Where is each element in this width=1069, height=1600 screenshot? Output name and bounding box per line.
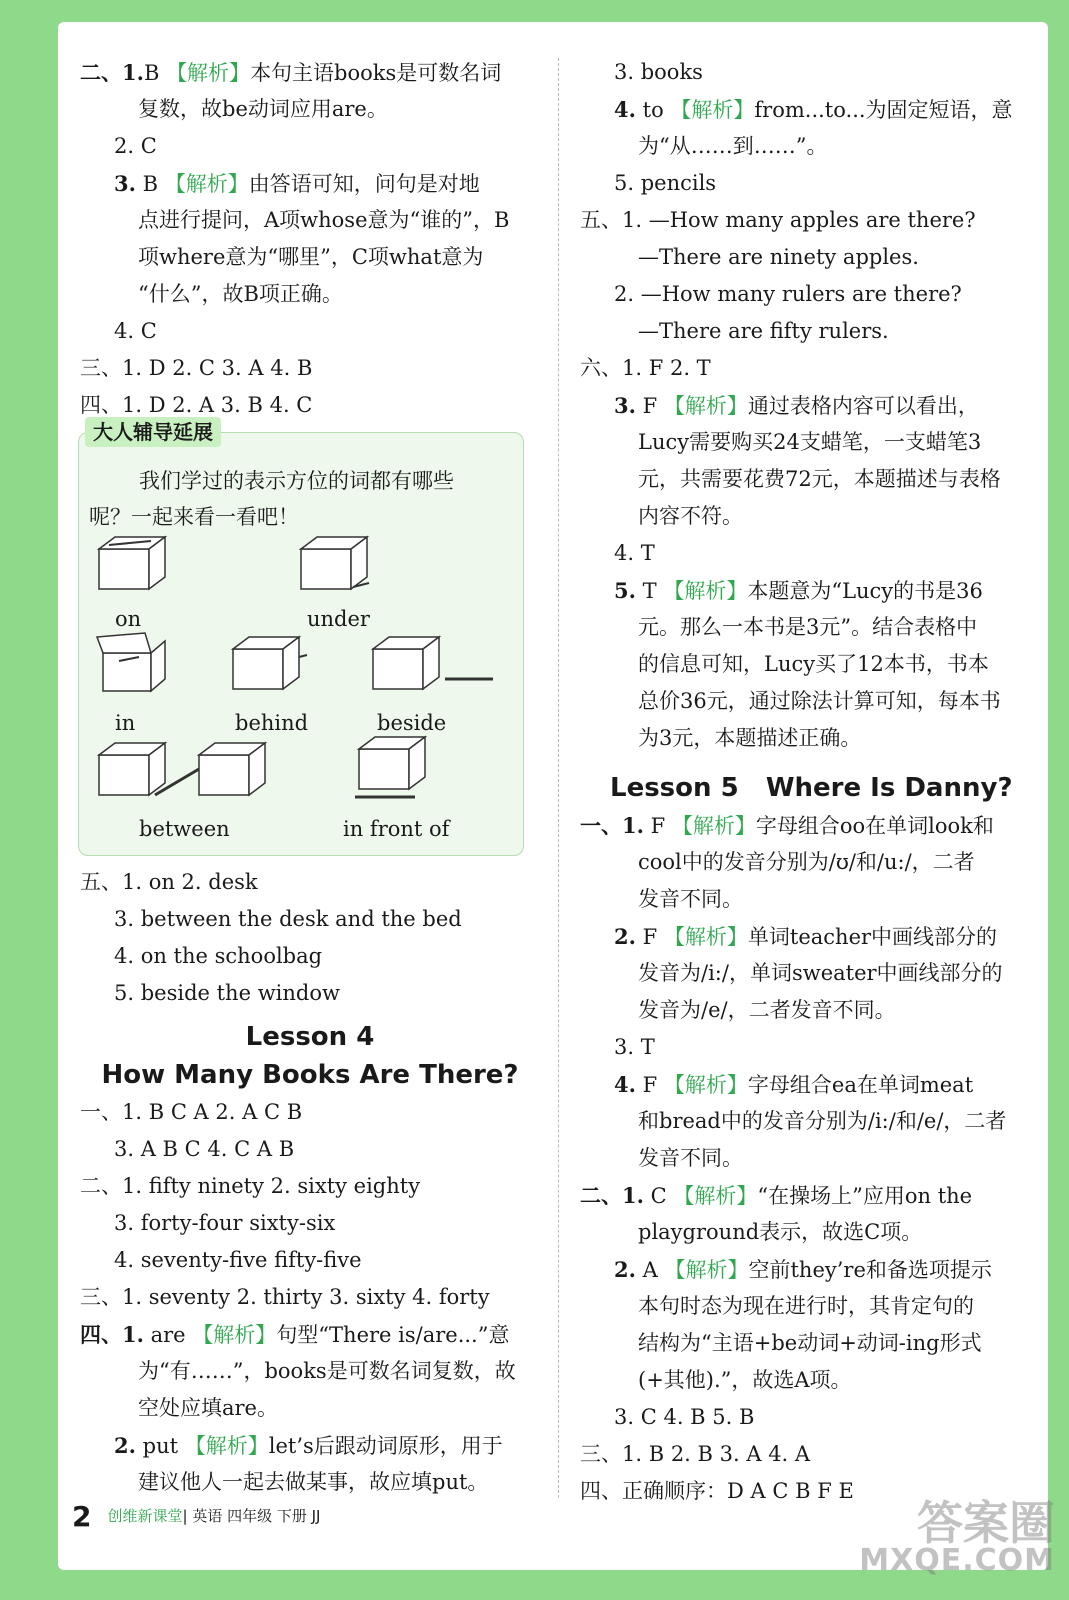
answer-line: 2. put 【解析】let’s后跟动词原形，用于 [114, 1433, 503, 1458]
answer-line: 3. books [614, 60, 703, 84]
lesson-4-title: How Many Books Are There? [101, 1060, 519, 1090]
answer-line: 3. F 【解析】通过表格内容可以看出， [614, 393, 979, 418]
answer-line: 4. T [614, 541, 655, 565]
box-between-figure [95, 739, 275, 803]
label-beside: beside [377, 711, 447, 735]
label-in-front-of: in front of [343, 817, 450, 841]
analysis-tag: 【解析】 [192, 1323, 277, 1347]
answer-line: “什么”，故B项正确。 [138, 282, 343, 306]
analysis-tag: 【解析】 [663, 579, 748, 603]
watermark-logo: 答案圈 MXQE.COM [859, 1496, 1055, 1578]
answer-line: 建议他人一起去做某事，故应填put。 [138, 1470, 489, 1494]
answer-line: 3. T [614, 1035, 655, 1059]
answer-line: 一、1. F 【解析】字母组合oo在单词look和 [580, 813, 994, 838]
answer-line: 五、1. on 2. desk [80, 870, 258, 894]
answer-line: 发音不同。 [638, 1146, 743, 1170]
left-column [80, 54, 540, 1501]
right-column [580, 54, 1040, 1510]
answer-line: 元，共需要花费72元，本题描述与表格 [638, 467, 1001, 491]
answer-line: 的信息可知，Lucy买了12本书，书本 [638, 652, 989, 676]
answer-line: 发音为/e/，二者发音不同。 [638, 998, 896, 1022]
answer-line: 4. to 【解析】from...to...为固定短语，意 [614, 97, 1013, 122]
analysis-tag: 【解析】 [673, 1184, 758, 1208]
answer-line: 为“有……”，books是可数名词复数，故 [138, 1359, 516, 1383]
answer-line: 2. A 【解析】空前they’re和备选项提示 [614, 1257, 992, 1282]
answer-line: 项where意为“哪里”，C项what意为 [138, 245, 484, 269]
answer-line: 三、1. B 2. B 3. A 4. A [580, 1442, 811, 1466]
answer-line: 为3元，本题描述正确。 [638, 726, 862, 750]
answer-line: 三、1. seventy 2. thirty 3. sixty 4. forty [80, 1285, 490, 1309]
box-on-figure [95, 533, 171, 593]
answer-line: 二、1.B 【解析】本句主语books是可数名词 [80, 60, 502, 85]
answer-line: —There are ninety apples. [638, 245, 919, 269]
answer-line: —There are fifty rulers. [638, 319, 889, 343]
answer-line: 一、1. B C A 2. A C B [80, 1100, 303, 1124]
box-beside-figure [369, 633, 499, 695]
extension-box [78, 420, 524, 856]
answer-line: 为“从……到……”。 [638, 134, 828, 158]
answer-line: 2. F 【解析】单词teacher中画线部分的 [614, 924, 998, 949]
extension-box-title: 大人辅导延展 [85, 417, 221, 447]
analysis-tag: 【解析】 [663, 394, 748, 418]
lesson-4-heading: Lesson 4 [245, 1022, 375, 1052]
column-divider [558, 58, 559, 1498]
analysis-tag: 【解析】 [664, 1258, 749, 1282]
brand-name: 创维新课堂 [107, 1507, 183, 1525]
answer-line: 二、1. C 【解析】“在操场上”应用on the [580, 1183, 973, 1208]
analysis-tag: 【解析】 [670, 98, 755, 122]
answer-line: 4. seventy-five fifty-five [114, 1248, 362, 1272]
answer-line: cool中的发音分别为/ʊ/和/u:/，二者 [638, 850, 975, 874]
answer-line: playground表示，故选C项。 [638, 1220, 923, 1244]
box-in-figure [95, 631, 171, 695]
answer-line: 六、1. F 2. T [580, 356, 711, 380]
answer-line: 二、1. fifty ninety 2. sixty eighty [80, 1174, 421, 1198]
answer-line: 结构为“主语+be动词+动词-ing形式 [638, 1331, 982, 1355]
analysis-tag: 【解析】 [184, 1434, 269, 1458]
answer-line: 空处应填are。 [138, 1396, 278, 1420]
label-between: between [139, 817, 230, 841]
answer-line: 三、1. D 2. C 3. A 4. B [80, 356, 313, 380]
answer-line: 发音为/i:/，单词sweater中画线部分的 [638, 961, 1003, 985]
label-in: in [115, 711, 136, 735]
label-on: on [115, 607, 142, 631]
answer-line: 内容不符。 [638, 504, 743, 528]
answer-line: 3. forty-four sixty-six [114, 1211, 336, 1235]
book-info: | 英语 四年级 下册 JJ [182, 1507, 321, 1525]
answer-line: 和bread中的发音分别为/i:/和/e/，二者 [638, 1109, 1007, 1133]
answer-line: 5. beside the window [114, 981, 340, 1005]
answer-line: 点进行提问，A项whose意为“谁的”，B [138, 208, 510, 232]
label-behind: behind [235, 711, 309, 735]
label-under: under [307, 607, 370, 631]
extension-box-text: 我们学过的表示方位的词都有哪些 呢？一起来看一看吧！ [89, 469, 454, 529]
answer-line: 3. C 4. B 5. B [614, 1405, 755, 1429]
answer-line: 4. C [114, 319, 157, 343]
answer-line: 5. pencils [614, 171, 717, 195]
analysis-tag: 【解析】 [663, 1073, 748, 1097]
answer-line: 四、正确顺序：D A C B F E [580, 1479, 854, 1503]
lesson-5-heading: Lesson 5 Where Is Danny? [610, 773, 1013, 803]
answer-line: 4. F 【解析】字母组合ea在单词meat [614, 1072, 974, 1097]
answer-line: (+其他).”，故选A项。 [638, 1368, 852, 1392]
analysis-tag: 【解析】 [164, 172, 249, 196]
box-behind-figure [229, 633, 309, 695]
answer-line: 五、1. —How many apples are there? [580, 208, 976, 232]
answer-line: 3. between the desk and the bed [114, 907, 462, 931]
box-in-front-of-figure [353, 733, 437, 803]
answer-line: 3. B 【解析】由答语可知，问句是对地 [114, 171, 480, 196]
answer-line: Lucy需要购买24支蜡笔，一支蜡笔3 [638, 430, 982, 454]
answer-line: 总价36元，通过除法计算可知，每本书 [638, 689, 1001, 713]
answer-line: 本句时态为现在进行时，其肯定句的 [638, 1294, 974, 1318]
answer-line: 四、1. D 2. A 3. B 4. C [80, 393, 313, 417]
answer-line: 3. A B C 4. C A B [114, 1137, 295, 1161]
answer-line: 复数，故be动词应用are。 [138, 97, 388, 121]
analysis-tag: 【解析】 [166, 61, 251, 85]
analysis-tag: 【解析】 [663, 925, 748, 949]
page-footer [72, 1496, 320, 1536]
box-under-figure [297, 533, 377, 597]
answer-line: 元。那么一本书是3元”。结合表格中 [638, 615, 978, 639]
answer-line: 2. —How many rulers are there? [614, 282, 962, 306]
answer-line: 四、1. are 【解析】句型“There is/are...”意 [80, 1322, 510, 1347]
answer-line: 5. T 【解析】本题意为“Lucy的书是36 [614, 578, 983, 603]
answer-line: 发音不同。 [638, 887, 743, 911]
page-number: 2 [72, 1499, 92, 1533]
analysis-tag: 【解析】 [671, 814, 756, 838]
answer-line: 4. on the schoolbag [114, 944, 323, 968]
answer-line: 2. C [114, 134, 157, 158]
